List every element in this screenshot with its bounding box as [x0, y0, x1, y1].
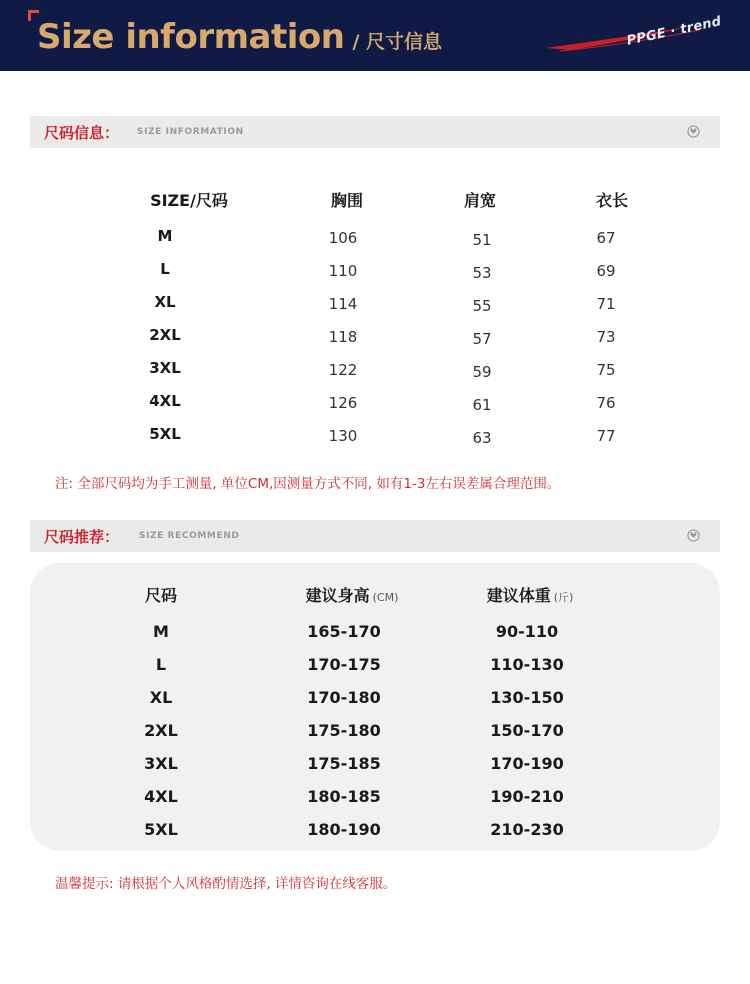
column-header-size: 尺码: [144, 586, 178, 605]
size-cell: 3XL: [144, 754, 178, 773]
header-banner: [0, 0, 750, 71]
page-title-text: Size information: [37, 17, 345, 57]
size-info-title: 尺码信息：: [44, 124, 120, 142]
length-cell: 75: [596, 361, 616, 379]
weight-cell: 210-230: [490, 820, 564, 839]
height-cell: 165-170: [307, 622, 381, 641]
height-cell: 175-185: [307, 754, 381, 773]
column-header-size: SIZE/尺码: [150, 191, 228, 210]
weight-unit: (斤): [553, 591, 574, 604]
size-cell: 5XL: [149, 425, 181, 443]
size-cell: XL: [154, 293, 176, 311]
size-cell: 4XL: [144, 787, 178, 806]
size-cell: L: [160, 260, 170, 278]
length-cell: 71: [596, 295, 616, 313]
column-header-length: 衣长: [595, 191, 629, 210]
brand-logo: [540, 10, 740, 60]
height-cell: 180-185: [307, 787, 381, 806]
size-recommend-title: 尺码推荐：: [44, 528, 120, 546]
size-recommend-en-title: SIZE RECOMMEND: [139, 531, 240, 541]
length-cell: 77: [596, 427, 616, 445]
brand-text: PPGE · trend: [625, 14, 723, 49]
size-recommend-section-bar: [30, 520, 720, 552]
measurement-note: 注: 全部尺码均为手工测量, 单位CM,因测量方式不同, 如有1-3左右误差属合理范围。: [55, 476, 561, 492]
shoulder-cell: 63: [472, 429, 492, 447]
page-title: [37, 15, 442, 64]
size-cell: 5XL: [144, 820, 178, 839]
chest-cell: 114: [328, 295, 358, 313]
chest-cell: 122: [328, 361, 358, 379]
shoulder-cell: 55: [472, 297, 492, 315]
column-header-weight: [487, 583, 574, 606]
height-cell: 170-180: [307, 688, 381, 707]
weight-cell: 150-170: [490, 721, 564, 740]
chest-cell: 130: [328, 427, 358, 445]
height-cell: 180-190: [307, 820, 381, 839]
size-cell: 4XL: [149, 392, 181, 410]
length-cell: 67: [596, 229, 616, 247]
recommend-tip: 温馨提示: 请根据个人风格酌情选择, 详情咨询在线客服。: [55, 876, 397, 892]
weight-cell: 130-150: [490, 688, 564, 707]
chevron-down-circle-icon[interactable]: [687, 125, 700, 138]
weight-cell: 170-190: [490, 754, 564, 773]
shoulder-cell: 57: [472, 330, 492, 348]
size-cell: M: [153, 622, 169, 641]
chest-cell: 110: [328, 262, 358, 280]
weight-header-text: 建议体重: [486, 586, 551, 605]
length-cell: 73: [596, 328, 616, 346]
chest-cell: 126: [328, 394, 358, 412]
height-cell: 175-180: [307, 721, 381, 740]
height-header-text: 建议身高: [305, 586, 370, 605]
page-subtitle: / 尺寸信息: [352, 31, 443, 53]
size-cell: L: [155, 655, 167, 674]
column-header-shoulder: 肩宽: [463, 191, 497, 210]
size-recommend-panel: [30, 563, 720, 851]
column-header-height: [306, 583, 399, 606]
column-header-chest: 胸围: [330, 191, 364, 210]
shoulder-cell: 51: [472, 231, 492, 249]
size-cell: M: [157, 227, 173, 245]
weight-cell: 190-210: [490, 787, 564, 806]
shoulder-cell: 53: [472, 264, 492, 282]
length-cell: 76: [596, 394, 616, 412]
size-info-section-bar: [30, 116, 720, 148]
size-cell: XL: [149, 688, 173, 707]
size-cell: 2XL: [149, 326, 181, 344]
size-info-en-title: SIZE INFORMATION: [137, 127, 244, 137]
chevron-down-circle-icon[interactable]: [687, 529, 700, 542]
chest-cell: 118: [328, 328, 358, 346]
size-cell: 3XL: [149, 359, 181, 377]
shoulder-cell: 59: [472, 363, 492, 381]
weight-cell: 90-110: [495, 622, 559, 641]
shoulder-cell: 61: [472, 396, 492, 414]
height-unit: (CM): [372, 591, 399, 604]
height-cell: 170-175: [307, 655, 381, 674]
weight-cell: 110-130: [490, 655, 564, 674]
length-cell: 69: [596, 262, 616, 280]
size-cell: 2XL: [144, 721, 178, 740]
chest-cell: 106: [328, 229, 358, 247]
